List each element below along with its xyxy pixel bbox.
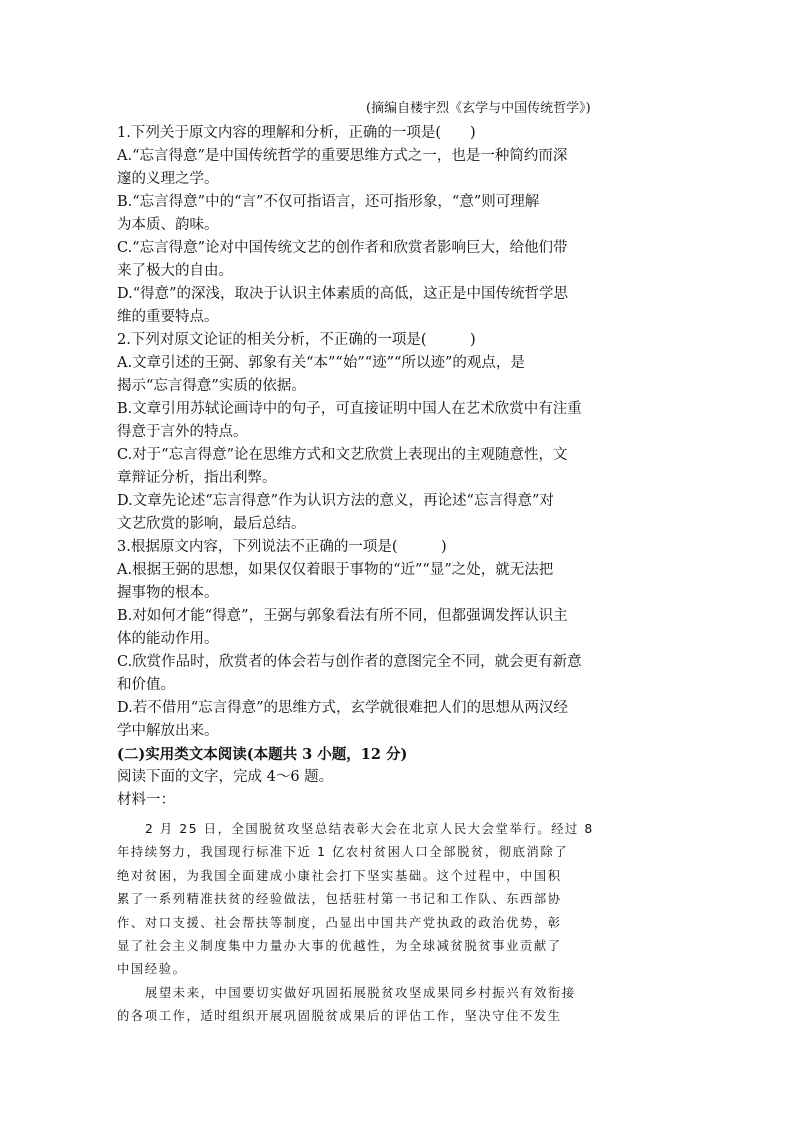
option-c-cont: 和价值。 [117, 677, 175, 693]
section-title: (二)实用类文本阅读(本题共 3 小题，12 分) [117, 746, 408, 763]
option-d: D.若不借用“忘言得意”的思维方式，玄学就很难把人们的思想从两汉经 [117, 700, 569, 716]
option-b: B.对如何才能“得意”，王弼与郭象看法有所不同，但都强调发挥认识主 [117, 608, 568, 624]
option-d-cont: 文艺欣赏的影响，最后总结。 [117, 516, 306, 532]
paragraph-line: 2 月 25 日，全国脱贫攻坚总结表彰大会在北京人民大会堂举行。经过 8 [145, 822, 594, 836]
option-a: A.文章引述的王弼、郭象有关“本”“始”“迹”“所以迹”的观点，是 [117, 355, 525, 371]
option-c-cont: 来了极大的自由。 [117, 263, 233, 279]
option-a-cont: 邃的义理之学。 [117, 171, 219, 187]
question-3 [117, 536, 677, 743]
option-d-cont: 维的重要特点。 [117, 309, 219, 325]
question-stem: 1.下列关于原文内容的理解和分析，正确的一项是( ) [117, 125, 476, 141]
option-c: C.对于“忘言得意”论在思维方式和文艺欣赏上表现出的主观随意性，文 [117, 447, 568, 463]
option-a-cont: 揭示“忘言得意”实质的依据。 [117, 378, 306, 394]
option-d: D.文章先论述“忘言得意”作为认识方法的意义，再论述“忘言得意”对 [117, 493, 554, 509]
material-label: 材料一： [117, 792, 175, 808]
paragraph-line: 中国经验。 [117, 962, 187, 977]
question-stem: 2.下列对原文论证的相关分析，不正确的一项是( ) [117, 332, 476, 348]
option-a-cont: 握事物的根本。 [117, 585, 219, 601]
main-content [117, 122, 677, 1029]
option-a: A.“忘言得意”是中国传统哲学的重要思维方式之一，也是一种简约而深 [117, 148, 568, 164]
question-2 [117, 329, 677, 536]
source-citation: (摘编自楼宇烈《玄学与中国传统哲学》) [366, 101, 591, 116]
option-b-cont: 体的能动作用。 [117, 631, 219, 647]
option-b-cont: 为本质、韵味。 [117, 217, 219, 233]
section-instruction: 阅读下面的文字，完成 4～6 题。 [117, 769, 334, 785]
option-b: B.“忘言得意”中的“言”不仅可指语言，还可指形象，“意”则可理解 [117, 194, 540, 210]
paragraph-line: 展望未来，中国要切实做好巩固拓展脱贫攻坚成果同乡村振兴有效衔接 [145, 985, 576, 1000]
paragraph-line: 累了一系列精准扶贫的经验做法，包括驻村第一书记和工作队、东西部协 [117, 892, 562, 907]
option-d: D.“得意”的深浅，取决于认识主体素质的高低，这正是中国传统哲学思 [117, 286, 569, 302]
option-c-cont: 章辩证分析，指出利弊。 [117, 470, 277, 486]
option-c: C.欣赏作品时，欣赏者的体会若与创作者的意图完全不同，就会更有新意 [117, 654, 582, 670]
material-1-body [117, 818, 677, 1029]
paragraph-line: 年持续努力，我国现行标准下近 1 亿农村贫困人口全部脱贫，彻底消除了 [117, 845, 569, 860]
option-c: C.“忘言得意”论对中国传统文艺的创作者和欣赏者影响巨大，给他们带 [117, 240, 568, 256]
option-b: B.文章引用苏轼论画诗中的句子，可直接证明中国人在艺术欣赏中有注重 [117, 401, 582, 417]
option-a: A.根据王弼的思想，如果仅仅着眼于事物的“近”“显”之处，就无法把 [117, 562, 554, 578]
question-1 [117, 122, 677, 329]
paragraph-line: 绝对贫困，为我国全面建成小康社会打下坚实基础。这个过程中，中国积 [117, 868, 562, 883]
option-b-cont: 得意于言外的特点。 [117, 424, 248, 440]
option-d-cont: 学中解放出来。 [117, 723, 219, 739]
paragraph-line: 作、对口支援、社会帮扶等制度，凸显出中国共产党执政的政治优势，彰 [117, 915, 562, 930]
question-stem: 3.根据原文内容，下列说法不正确的一项是( ) [117, 539, 447, 555]
paragraph-line: 的各项工作，适时组织开展巩固脱贫成果后的评估工作，坚决守住不发生 [117, 1009, 562, 1024]
paragraph-line: 显了社会主义制度集中力量办大事的优越性，为全球减贫脱贫事业贡献了 [117, 938, 562, 953]
section-2 [117, 743, 677, 812]
